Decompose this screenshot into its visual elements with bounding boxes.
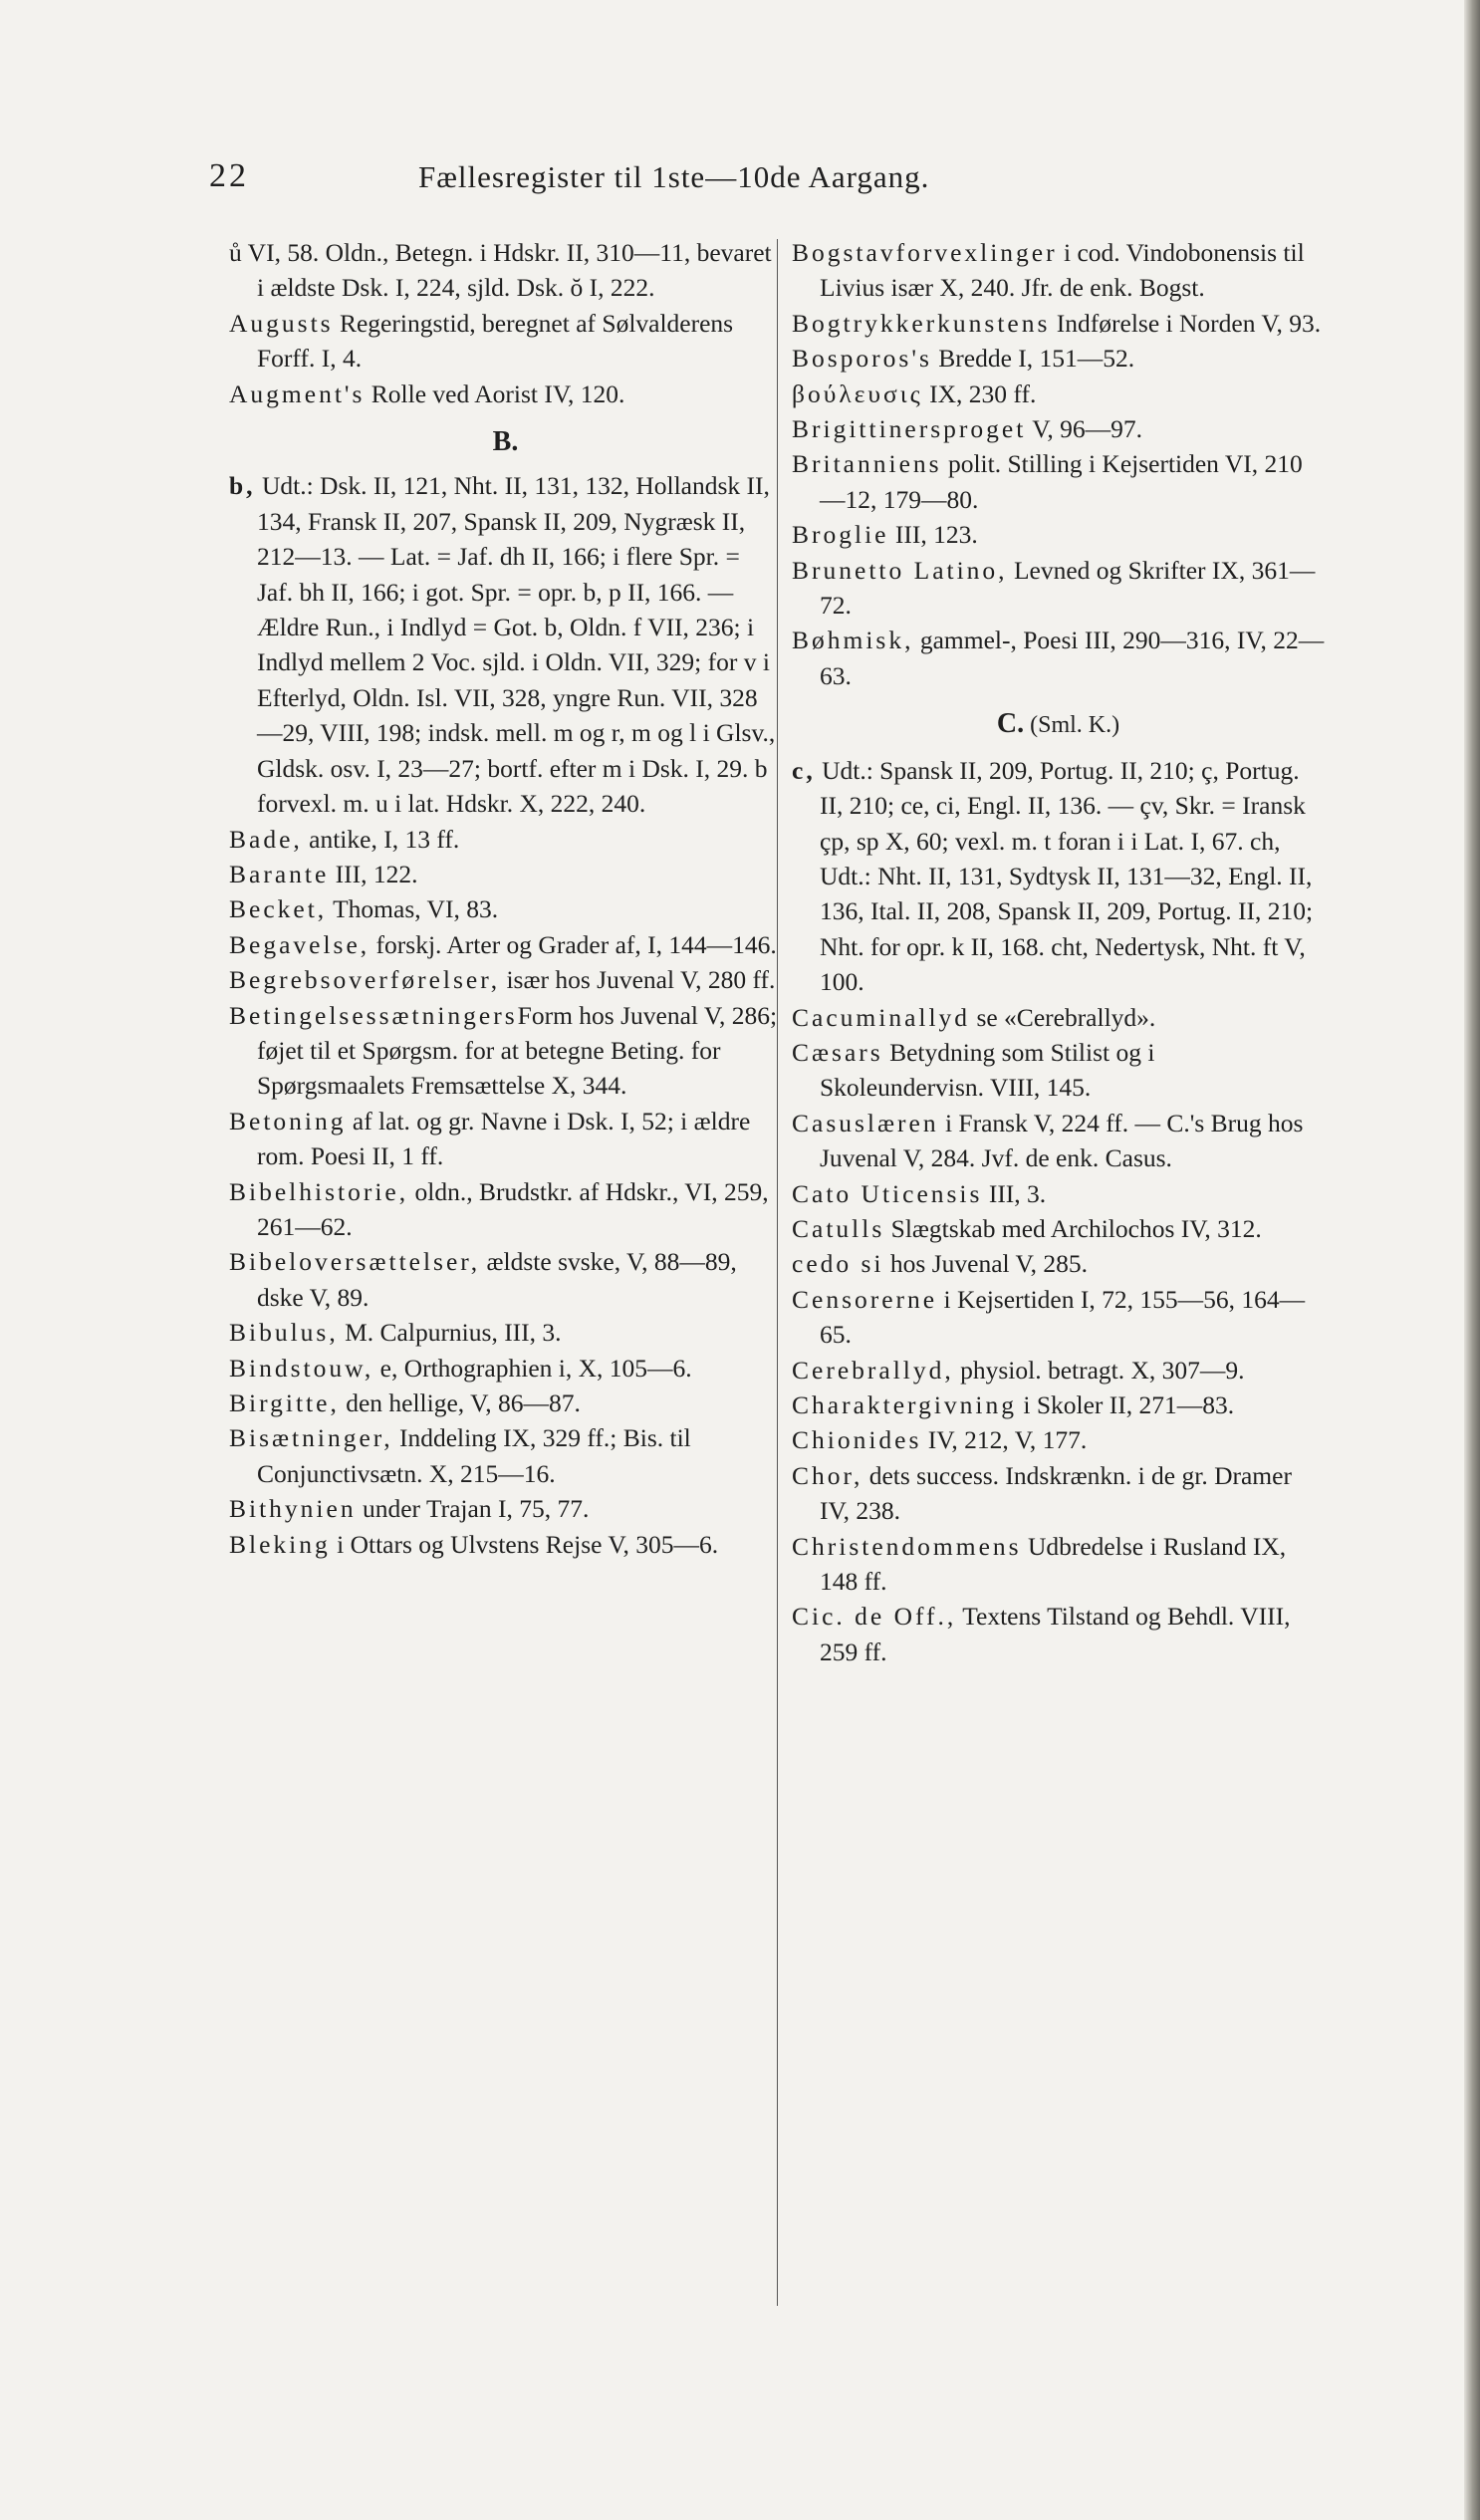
entry-headword: cedo si: [792, 1249, 884, 1279]
entry-headword: Bleking: [229, 1529, 331, 1559]
entry-headword: Barante: [229, 859, 330, 888]
entry-text: Bredde I, 151—52.: [931, 344, 1135, 374]
index-entry: [792, 1353, 1325, 1387]
entry-headword: Begavelse,: [229, 929, 370, 959]
entry-headword: Brunetto Latino,: [792, 555, 1008, 585]
entry-text: M. Calpurnius, III, 3.: [338, 1318, 562, 1348]
index-entry: [792, 1211, 1325, 1246]
index-entry: [792, 1599, 1325, 1669]
entry-text: Thomas, VI, 83.: [327, 894, 499, 924]
entry-text: Regeringstid, beregnet af Sølvalderens Forff. I, 4.: [257, 308, 734, 374]
entry-headword: Chionides: [792, 1425, 922, 1455]
entry-headword: Begrebsoverførelser,: [229, 965, 501, 995]
entry-text: i Ottars og Ulvstens Rejse V, 305—6.: [330, 1529, 719, 1559]
entry-headword: Cato Uticensis: [792, 1178, 983, 1208]
section-note: (Sml. K.): [1024, 712, 1120, 739]
entry-text: dets success. Indskrænkn. i de gr. Dramer IV, 238.: [820, 1460, 1292, 1526]
entry-text: Form hos Juvenal V, 286; føjet til et Spørgsm. for at betegne Beting. for Spørgsmaalets Fremsættelse X, 344.: [257, 1000, 778, 1101]
entry-headword: Broglie: [792, 520, 889, 550]
index-entry: [792, 1282, 1325, 1353]
entry-headword: Cæsars: [792, 1037, 883, 1067]
section-heading: [229, 424, 782, 459]
entry-text: antike, I, 13 ff.: [302, 824, 460, 854]
entry-text: forskj. Arter og Grader af, I, 144—146.: [370, 929, 777, 959]
index-entry: [792, 446, 1325, 517]
entry-headword: Birgitte,: [229, 1388, 340, 1417]
index-entry: [792, 341, 1325, 376]
index-entry: [229, 927, 782, 962]
index-entry: [229, 998, 782, 1104]
entry-headword: Charaktergivning: [792, 1390, 1017, 1419]
index-entry: [792, 306, 1325, 341]
index-entry: [229, 1491, 782, 1526]
index-entry: [792, 623, 1325, 693]
entry-headword: Becket,: [229, 894, 328, 924]
entry-headword: Britanniens: [792, 449, 942, 479]
index-entry: [792, 1106, 1325, 1176]
entry-headword: Bithynien: [229, 1494, 357, 1524]
entry-text: polit. Stilling i Kejsertiden VI, 210—12, 179—80.: [820, 449, 1303, 514]
entry-text: Inddeling IX, 329 ff.; Bis. til Conjunctivsætn. X, 215—16.: [257, 1423, 691, 1488]
entry-headword: βούλευσις: [792, 378, 923, 408]
entry-headword: Censorerne: [792, 1284, 938, 1314]
entry-text: den hellige, V, 86—87.: [339, 1388, 581, 1417]
entry-text: Udt.: Dsk. II, 121, Nht. II, 131, 132, Hollandsk II, 134, Fransk II, 207, Spansk II, 209, Nygræsk II, 212—13. — Lat. = Jaf. dh II, 166; i flere Spr. = Jaf. bh II, 166; i got. Spr. = opr. b, p II, 166. — Ældre Run., i Indlyd = Got. b, Oldn. f VII, 236; i Indlyd mellem 2 Voc. sjld. i Oldn. VII, 329; for v i Efterlyd, Oldn. Isl. VII, 328, yngre Run. VII, 328—29, VIII, 198; indsk. mell. m og r, m og l i Glsv., Gldsk. osv. I, 23—27; bortf. efter m i Dsk. I, 29. b forvexl. m. u i lat. Hdskr. X, 222, 240.: [255, 471, 776, 819]
entry-text: Indførelse i Norden V, 93.: [1050, 308, 1322, 338]
entry-headword: Bibelhistorie,: [229, 1176, 409, 1206]
entry-text: Levned og Skrifter IX, 361—72.: [820, 555, 1316, 621]
index-entry: [229, 891, 782, 926]
index-entry: [792, 235, 1325, 306]
entry-headword: Cic. de Off.,: [792, 1602, 957, 1632]
index-entry: [229, 1104, 782, 1174]
index-entry: [792, 1387, 1325, 1422]
index-entry: [229, 1174, 782, 1245]
entry-headword: Bibulus,: [229, 1318, 339, 1348]
entry-text: III, 123.: [888, 520, 978, 550]
entry-headword: Bosporos's: [792, 344, 932, 374]
entry-text: i cod. Vindobonensis til Livius især X, 240. Jfr. de enk. Bogst.: [820, 238, 1305, 303]
entry-headword: Brigittinersproget: [792, 414, 1027, 444]
right-column: [792, 235, 1325, 1669]
index-entry: [792, 1529, 1325, 1600]
entry-headword: Bogtrykkerkunstens: [792, 308, 1051, 338]
entry-text: Udt.: Spansk II, 209, Portug. II, 210; ç, Portug. II, 210; ce, ci, Engl. II, 136. — çv, Skr. = Iransk çp, sp X, 60; vexl. m. t foran i i Lat. I, 67. ch, Udt.: Nht. II, 131, Sydtysk II, 131—32, Engl. II, 136, Ital. II, 208, Spansk II, 209, Portug. II, 210; Nht. for opr. k II, 168. cht, Nedertysk, Nht. ft V, 100.: [815, 755, 1314, 997]
index-entry: [792, 1176, 1325, 1211]
index-entry: [229, 1527, 782, 1562]
entry-text: physiol. betragt. X, 307—9.: [953, 1355, 1245, 1385]
index-entry: [792, 517, 1325, 552]
entry-text: IV, 212, V, 177.: [921, 1425, 1088, 1455]
index-entry: [229, 822, 782, 857]
entry-headword: Betoning: [229, 1106, 347, 1135]
section-letter: B.: [492, 426, 519, 458]
index-entry: [792, 1422, 1325, 1457]
entry-headword: Bade,: [229, 824, 303, 854]
entry-text: ů VI, 58. Oldn., Betegn. i Hdskr. II, 310—11, bevaret i ældste Dsk. I, 224, sjld. Dsk. ŏ I, 222.: [229, 238, 772, 303]
entry-headword: c,: [792, 755, 816, 785]
entry-headword: Bisætninger,: [229, 1423, 393, 1453]
entry-headword: Bogstavforvexlinger: [792, 238, 1058, 267]
entry-text: e, Orthographien i, X, 105—6.: [373, 1353, 692, 1383]
entry-headword: Cerebrallyd,: [792, 1355, 954, 1385]
entry-text: IX, 230 ff.: [922, 378, 1037, 408]
section-letter: C.: [996, 708, 1025, 740]
index-entry: [229, 857, 782, 891]
index-entry: [229, 962, 782, 997]
index-entry: [792, 1035, 1325, 1106]
entry-headword: Catulls: [792, 1213, 885, 1243]
entry-text: i Kejsertiden I, 72, 155—56, 164—65.: [820, 1284, 1306, 1350]
entry-headword: Christendommens: [792, 1531, 1022, 1561]
entry-text: Textens Tilstand og Behdl. VIII, 259 ff.: [820, 1602, 1291, 1666]
index-entry: [792, 1000, 1325, 1035]
section-heading: [792, 706, 1325, 743]
index-entry: [792, 753, 1325, 1000]
entry-text: oldn., Brudstkr. af Hdskr., VI, 259, 261—62.: [257, 1176, 769, 1241]
entry-text: III, 122.: [329, 859, 418, 888]
entry-text: Slægtskab med Archilochos IV, 312.: [884, 1213, 1262, 1243]
running-title: Fællesregister til 1ste—10de Aargang.: [418, 159, 930, 194]
entry-headword: Bøhmisk,: [792, 626, 914, 655]
entry-text: Betydning som Stilist og i Skoleundervisn. VIII, 145.: [820, 1037, 1155, 1103]
entry-text: ældste svske, V, 88—89, dske V, 89.: [257, 1247, 737, 1312]
entry-text: især hos Juvenal V, 280 ff.: [500, 965, 776, 995]
entry-headword: Augment's: [229, 378, 366, 408]
entry-text: i Skoler II, 271—83.: [1017, 1390, 1235, 1419]
page-edge-shadow: [1464, 0, 1480, 2520]
index-entry: [229, 1420, 782, 1491]
index-entry: [792, 553, 1325, 624]
entry-headword: Bibeloversættelser,: [229, 1247, 481, 1277]
entry-headword: Cacuminallyd: [792, 1002, 971, 1032]
index-entry: [792, 1458, 1325, 1529]
entry-text: III, 3.: [982, 1178, 1047, 1208]
entry-text: af lat. og gr. Navne i Dsk. I, 52; i ældre rom. Poesi II, 1 ff.: [257, 1106, 751, 1171]
entry-text: se «Cerebrallyd».: [970, 1002, 1156, 1032]
index-entry: [229, 235, 782, 306]
entry-text: gammel-, Poesi III, 290—316, IV, 22—63.: [820, 626, 1325, 690]
entry-headword: Augusts: [229, 308, 334, 338]
index-entry: [792, 1246, 1325, 1281]
entry-text: under Trajan I, 75, 77.: [356, 1494, 590, 1524]
index-entry: [229, 468, 782, 821]
entry-text: hos Juvenal V, 285.: [883, 1249, 1089, 1279]
entry-text: Udbredelse i Rusland IX, 148 ff.: [820, 1531, 1287, 1597]
index-entry: [792, 411, 1325, 446]
entry-headword: Bindstouw,: [229, 1353, 374, 1383]
entry-text: V, 96—97.: [1026, 414, 1142, 444]
index-entry: [229, 1386, 782, 1420]
entry-headword: Betingelsessætningers: [229, 1000, 518, 1030]
column-divider: [777, 239, 778, 2306]
entry-headword: b,: [229, 471, 256, 501]
entry-text: i Fransk V, 224 ff. — C.'s Brug hos Juvenal V, 284. Jvf. de enk. Casus.: [820, 1108, 1304, 1173]
entry-headword: Casuslæren: [792, 1108, 939, 1137]
entry-headword: Chor,: [792, 1460, 863, 1490]
entry-text: Rolle ved Aorist IV, 120.: [365, 378, 625, 408]
index-entry: [229, 1351, 782, 1386]
left-column: [229, 235, 782, 1562]
index-entry: [229, 306, 782, 377]
page-number: 22: [209, 157, 249, 194]
index-entry: [792, 377, 1325, 411]
index-entry: [229, 1315, 782, 1350]
index-entry: [229, 1244, 782, 1315]
index-entry: [229, 377, 782, 411]
